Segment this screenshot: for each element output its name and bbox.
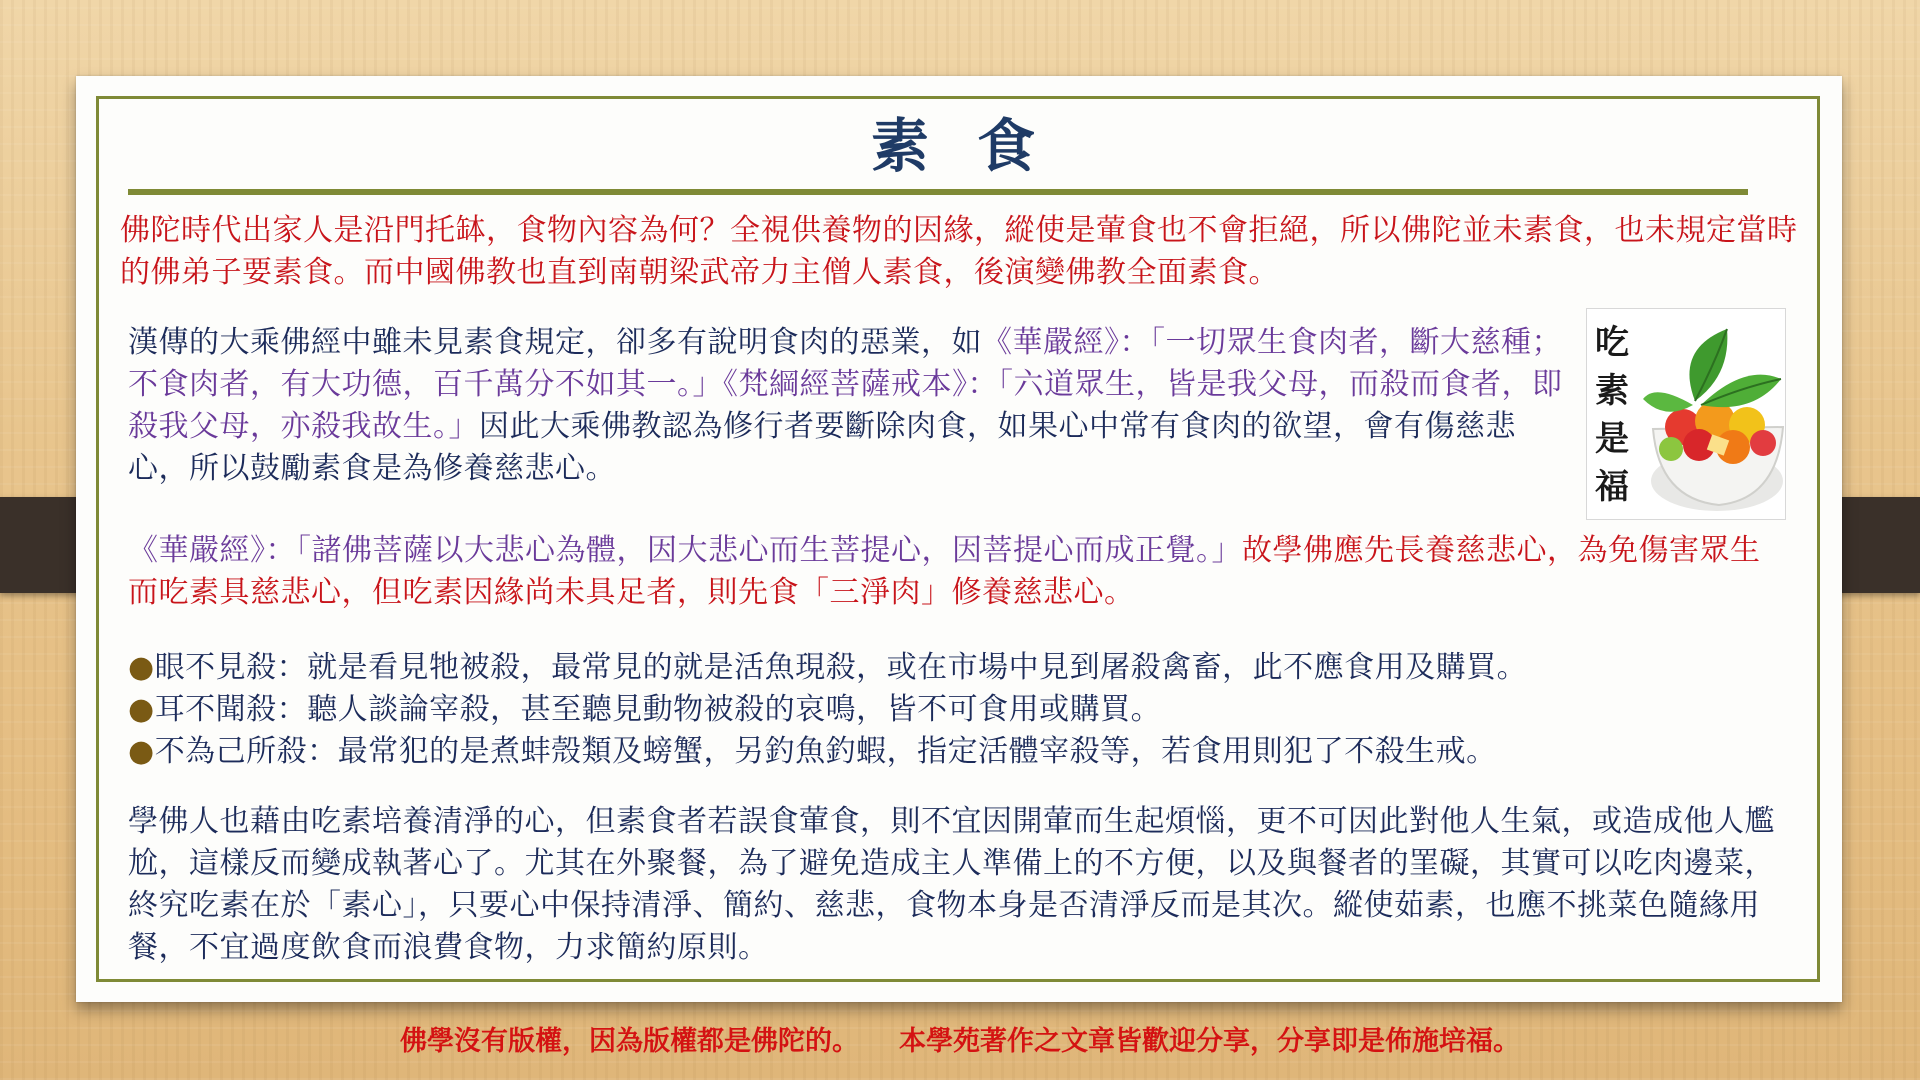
- compassion-text: 故學佛應先長養慈悲心，為免傷害眾生而吃素具慈悲心，但吃素因緣尚未具足者，則先食「三淨肉」修養慈悲心。: [128, 533, 1761, 610]
- bullet-dot-icon: ●: [128, 692, 155, 727]
- footer-right-text: 本學苑著作之文章皆歡迎分享，分享即是佈施培福。: [899, 1026, 1520, 1057]
- paragraph-sutras: [128, 322, 1568, 490]
- fruit-bowl-icon: [1635, 309, 1785, 519]
- vegetarian-image: [1586, 308, 1786, 520]
- page-title: 素 食: [870, 112, 1050, 180]
- sutra-conclusion-text: 因此大乘佛教認為修行者要斷除肉食，如果心中常有食肉的欲望，會有傷慈悲心，所以鼓勵素食是為修養慈悲心。: [128, 409, 1516, 486]
- caption-char: 是: [1595, 419, 1629, 459]
- caption-char: 吃: [1595, 323, 1629, 363]
- title-divider: [128, 189, 1748, 195]
- three-pure-meats-list: [128, 647, 1788, 773]
- avatamsaka-quote-text: 《華嚴經》：「諸佛菩薩以大悲心為體，因大悲心而生菩提心，因菩提心而成正覺。」: [128, 533, 1242, 568]
- caption-char: 素: [1595, 371, 1629, 411]
- sutra-intro-text: 漢傳的大乘佛經中雖未見素食規定，卻多有說明食肉的惡業，如: [128, 325, 982, 360]
- bullet-dot-icon: ●: [128, 734, 155, 769]
- copyright-footer: [0, 1020, 1920, 1064]
- sutra-quote-text: 《華嚴經》：「一切眾生食肉者，斷大慈種；不食肉者，有大功德，百千萬分不如其一。」《梵綱經菩薩戒本》：「六道眾生，皆是我父母，而殺而食者，即殺我父母，亦殺我故生。」: [128, 325, 1563, 444]
- footer-left-text: 佛學沒有版權，因為版權都是佛陀的。: [400, 1026, 859, 1057]
- list-item: ●眼不見殺：就是看見牠被殺，最常見的就是活魚現殺，或在市場中見到屠殺禽畜，此不應食用及購買。: [128, 650, 1528, 685]
- list-item: ●不為己所殺：最常犯的是煮蚌殼類及螃蟹，另釣魚釣蝦，指定活體宰殺等，若食用則犯了不殺生戒。: [128, 734, 1497, 769]
- paragraph-compassion: [128, 530, 1768, 614]
- bullet-dot-icon: ●: [128, 650, 155, 685]
- list-item: ●耳不聞殺：聽人談論宰殺，甚至聽見動物被殺的哀鳴，皆不可食用或購買。: [128, 692, 1162, 727]
- paragraph-pure-mind: 學佛人也藉由吃素培養清淨的心，但素食者若誤食葷食，則不宜因開葷而生起煩惱，更不可因此對他人生氣，或造成他人尷尬，這樣反而變成執著心了。尤其在外聚餐，為了避免造成主人準備上的不方便，以及與餐者的罣礙，其實可以吃肉邊菜，終究吃素在於「素心」，只要心中保持清淨、簡約、慈悲，食物本身是否清淨反而是其次。縱使茹素，也應不挑菜色隨緣用餐，不宜過度飲食而浪費食物，力求簡約原則。: [128, 804, 1775, 965]
- image-caption: [1595, 319, 1635, 511]
- paragraph-history: 佛陀時代出家人是沿門托缽，食物內容為何？全視供養物的因緣，縱使是葷食也不會拒絕，所以佛陀並未素食，也未規定當時的佛弟子要素食。而中國佛教也直到南朝梁武帝力主僧人素食，後演變佛教全面素食。: [120, 213, 1798, 290]
- caption-char: 福: [1595, 467, 1629, 507]
